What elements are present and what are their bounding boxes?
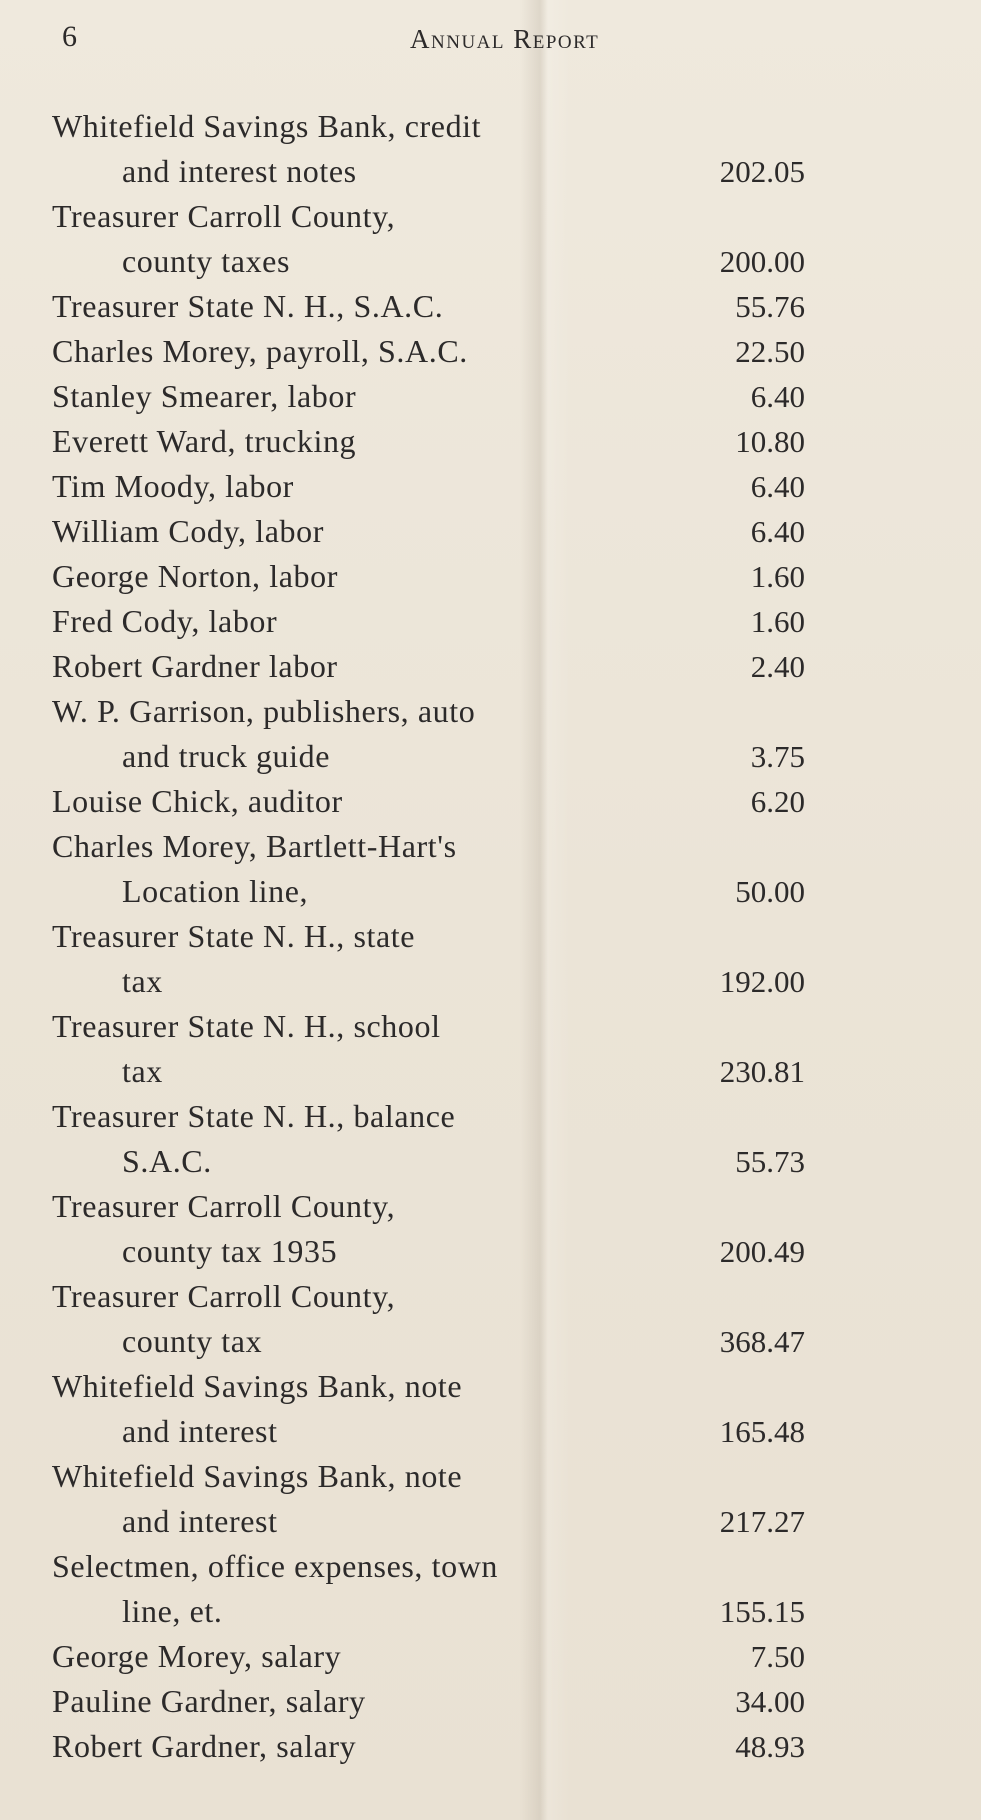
entry-line <box>0 419 981 464</box>
entry-amount: 368.47 <box>719 1324 805 1359</box>
ledger-entry <box>0 104 981 194</box>
ledger-entry <box>0 779 981 824</box>
entry-amount: 6.40 <box>750 379 805 414</box>
entry-line <box>0 194 981 239</box>
entry-amount: 3.75 <box>750 739 805 774</box>
entry-line <box>0 1499 981 1544</box>
entry-line <box>0 1139 981 1184</box>
entry-line <box>0 1274 981 1319</box>
entry-amount: 2.40 <box>750 649 805 684</box>
entry-line <box>0 374 981 419</box>
entry-line <box>0 914 981 959</box>
entry-amount: 10.80 <box>735 424 805 459</box>
ledger-entry <box>0 644 981 689</box>
entry-description-continued: and interest <box>122 1413 278 1449</box>
entry-description: Robert Gardner, salary <box>52 1728 357 1764</box>
ledger-entry <box>0 464 981 509</box>
entry-line <box>0 239 981 284</box>
entry-amount: 165.48 <box>719 1414 805 1449</box>
entry-line <box>0 1094 981 1139</box>
ledger-entry <box>0 509 981 554</box>
entry-amount: 55.73 <box>735 1144 805 1179</box>
entry-description: Whitefield Savings Bank, note <box>52 1368 463 1404</box>
entry-line <box>0 284 981 329</box>
entry-amount: 22.50 <box>735 334 805 369</box>
entry-description-continued: S.A.C. <box>122 1143 212 1179</box>
entry-line <box>0 104 981 149</box>
ledger-entry <box>0 1544 981 1634</box>
entry-description: Whitefield Savings Bank, credit <box>52 108 482 144</box>
ledger-entry <box>0 914 981 1004</box>
ledger-entry <box>0 1184 981 1274</box>
entry-description: Treasurer State N. H., balance <box>52 1098 456 1134</box>
entry-line <box>0 1454 981 1499</box>
entry-line <box>0 959 981 1004</box>
ledger-entry <box>0 689 981 779</box>
ledger-entry <box>0 194 981 284</box>
entry-amount: 192.00 <box>719 964 805 999</box>
entry-amount: 1.60 <box>750 604 805 639</box>
entry-description: Charles Morey, Bartlett-Hart's <box>52 828 457 864</box>
entry-line <box>0 1319 981 1364</box>
entry-description: Treasurer Carroll County, <box>52 1188 396 1224</box>
entry-line <box>0 599 981 644</box>
entry-description-continued: county taxes <box>122 243 291 279</box>
entry-line <box>0 779 981 824</box>
entry-amount: 55.76 <box>735 289 805 324</box>
entry-description: Whitefield Savings Bank, note <box>52 1458 463 1494</box>
ledger-entry <box>0 554 981 599</box>
entry-line <box>0 734 981 779</box>
entry-amount: 6.20 <box>750 784 805 819</box>
entry-line <box>0 824 981 869</box>
entry-description: Treasurer State N. H., S.A.C. <box>52 288 444 324</box>
entry-description-continued: and truck guide <box>122 738 331 774</box>
entry-description: George Morey, salary <box>52 1638 342 1674</box>
entry-line <box>0 644 981 689</box>
entry-description: Charles Morey, payroll, S.A.C. <box>52 333 468 369</box>
entry-description: Louise Chick, auditor <box>52 783 343 819</box>
entry-description-continued: tax <box>122 963 163 999</box>
entry-line <box>0 1409 981 1454</box>
ledger-entry <box>0 1094 981 1184</box>
entry-description-continued: county tax <box>122 1323 263 1359</box>
entry-amount: 230.81 <box>719 1054 805 1089</box>
running-title: Annual Report <box>410 24 600 54</box>
entry-amount: 7.50 <box>750 1639 805 1674</box>
entry-description: Treasurer State N. H., school <box>52 1008 441 1044</box>
entry-line <box>0 1004 981 1049</box>
entry-amount: 34.00 <box>735 1684 805 1719</box>
entry-line <box>0 149 981 194</box>
entry-description-continued: and interest <box>122 1503 278 1539</box>
ledger-entry <box>0 1454 981 1544</box>
entry-line <box>0 1229 981 1274</box>
entry-line <box>0 869 981 914</box>
entry-description-continued: tax <box>122 1053 163 1089</box>
entry-amount: 217.27 <box>719 1504 805 1539</box>
entry-line <box>0 554 981 599</box>
entry-description-continued: and interest notes <box>122 153 357 189</box>
ledger-entry <box>0 1679 981 1724</box>
ledger-entry <box>0 1274 981 1364</box>
entry-description: Pauline Gardner, salary <box>52 1683 366 1719</box>
entry-description: Everett Ward, trucking <box>52 423 357 459</box>
entry-amount: 50.00 <box>735 874 805 909</box>
ledger-entry <box>0 1004 981 1094</box>
ledger-entry <box>0 1724 981 1769</box>
ledger-entry <box>0 1364 981 1454</box>
entry-description-continued: Location line, <box>122 873 309 909</box>
entry-description-continued: line, et. <box>122 1593 223 1629</box>
entry-amount: 6.40 <box>750 469 805 504</box>
ledger-entry <box>0 284 981 329</box>
page-number: 6 <box>62 20 77 53</box>
ledger-entry <box>0 374 981 419</box>
entry-description: Robert Gardner labor <box>52 648 338 684</box>
entry-description: Fred Cody, labor <box>52 603 278 639</box>
entry-line <box>0 1589 981 1634</box>
page-header <box>0 18 981 68</box>
entry-amount: 155.15 <box>719 1594 805 1629</box>
entry-line <box>0 1634 981 1679</box>
entry-amount: 202.05 <box>719 154 805 189</box>
entry-line <box>0 329 981 374</box>
ledger-entry <box>0 419 981 464</box>
entry-amount: 48.93 <box>735 1729 805 1764</box>
entry-line <box>0 1679 981 1724</box>
entry-amount: 6.40 <box>750 514 805 549</box>
entry-line <box>0 689 981 734</box>
entry-amount: 200.49 <box>719 1234 805 1269</box>
entry-description: Stanley Smearer, labor <box>52 378 357 414</box>
entry-line <box>0 1049 981 1094</box>
entry-line <box>0 464 981 509</box>
ledger-entry <box>0 329 981 374</box>
entry-description: William Cody, labor <box>52 513 324 549</box>
ledger-entry <box>0 824 981 914</box>
ledger-entry <box>0 1634 981 1679</box>
entry-description: Tim Moody, labor <box>52 468 294 504</box>
entry-amount: 200.00 <box>719 244 805 279</box>
entry-description: George Norton, labor <box>52 558 338 594</box>
entry-description-continued: county tax 1935 <box>122 1233 338 1269</box>
entry-line <box>0 1364 981 1409</box>
entry-line <box>0 1184 981 1229</box>
entry-line <box>0 1724 981 1769</box>
entry-description: W. P. Garrison, publishers, auto <box>52 693 476 729</box>
entry-line <box>0 509 981 554</box>
entry-description: Selectmen, office expenses, town <box>52 1548 499 1584</box>
entry-line <box>0 1544 981 1589</box>
ledger-entry <box>0 599 981 644</box>
entry-description: Treasurer Carroll County, <box>52 198 396 234</box>
entry-description: Treasurer State N. H., state <box>52 918 416 954</box>
entry-amount: 1.60 <box>750 559 805 594</box>
entry-description: Treasurer Carroll County, <box>52 1278 396 1314</box>
expense-ledger <box>0 104 981 1769</box>
